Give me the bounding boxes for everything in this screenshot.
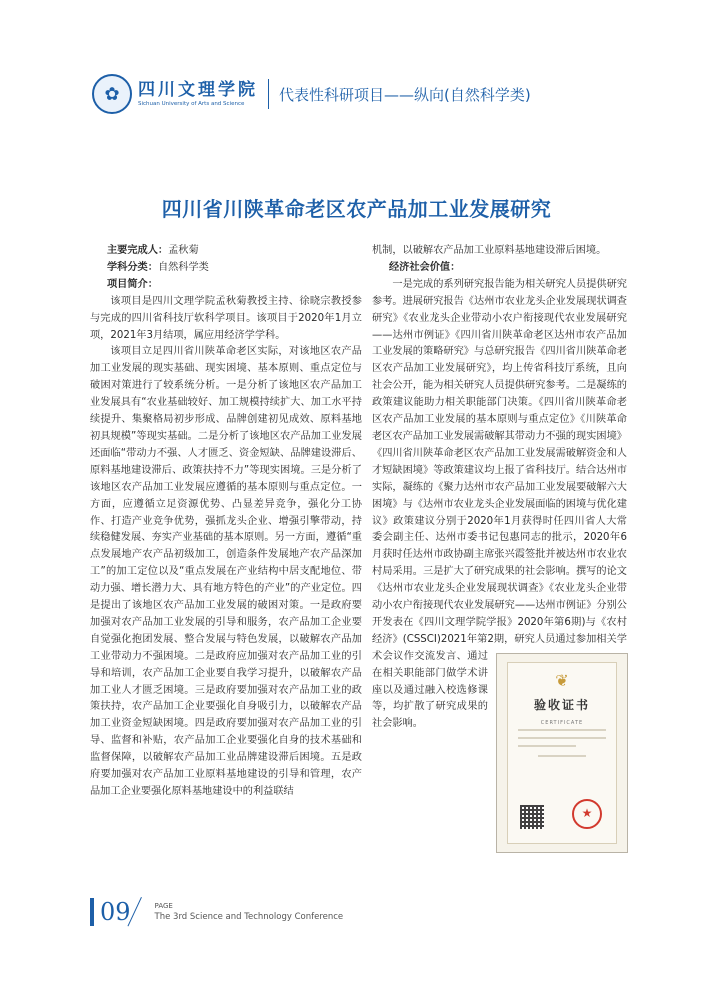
float-spacer bbox=[627, 277, 628, 653]
footer-page-label: PAGE bbox=[154, 902, 173, 910]
university-logo bbox=[138, 80, 258, 108]
footer-accent-bar bbox=[90, 898, 94, 926]
footer-text bbox=[155, 901, 344, 923]
right-column bbox=[372, 243, 628, 857]
analysis-paragraph-continued: 机制，以破解农产品加工业原料基地建设滞后困境。 bbox=[372, 245, 607, 256]
category-line bbox=[90, 260, 362, 277]
acceptance-certificate-image bbox=[496, 653, 628, 853]
leader-label: 主要完成人： bbox=[107, 245, 169, 256]
benefit-paragraph: 一是完成的系列研究报告能为相关研究人员提供研究参考。进展研究报告《达州市农业龙头企业发展现状调查研究》《农业龙头企业带动小农户衔接现代农业发展研究——达州市例证》《四川省川陕革命老区达州市农产品加工业发展的策略研究》与总研究报告《四川省川陕革命老区农产品加工业发展研究》，均上传省科技厅系统，且向社会公开，能为相关研究人员提供研究参考。二是凝练的政策建议能助力相关职能部门决策。《四川省川陕革命老区农产品加工业发展的基本原则与重点定位》《川陕革命老区农产品加工业发展需破解其带动力不强的现实困境》《四川省川陕革命老区农产品加工业发展需破解资金和人才短缺困境》等政策建议均上报了省科技厅。结合达州市实际，凝练的《聚力达州市农产品加工业发展要破解六大困境》与《达州市农业龙头企业发展面临的困境与优化建议》政策建议分别于2020年1月获得时任四川省人大常委会副主任、达州市委书记包惠同志的批示，2020年6月获时任达州市政协副主席张兴霞签批并被达州市农业农村局采用。三是扩大了研究成果的社会影响。撰写的论文《达州市农业龙头企业发展现状调查》《农业龙头企业带动小农户衔接现代农业发展研究——达州市例证》分别公开发表在《四川文理学院学报》2020年第6期)与《农村经济》(CSSCI)2021年第2期，研究人员通过参加相关学术会议作交流发言、通过在相关职能部门做学术讲座以及通过融入校选修课等，均扩散了研究成果的社会影响。 bbox=[372, 278, 627, 730]
intro-heading: 项目简介： bbox=[107, 278, 158, 290]
left-column bbox=[90, 243, 362, 801]
header-divider bbox=[268, 79, 269, 109]
certificate-text-line bbox=[538, 755, 586, 757]
certificate-subtitle: CERTIFICATE bbox=[540, 719, 584, 726]
page-title: 四川省川陕革命老区农产品加工业发展研究 bbox=[161, 197, 552, 221]
certificate-text-line bbox=[518, 737, 606, 739]
certificate-title: 验收证书 bbox=[533, 697, 590, 712]
page-header bbox=[92, 70, 632, 118]
qr-code-icon bbox=[520, 805, 544, 829]
university-seal-icon: ✿ bbox=[92, 74, 132, 114]
certificate-text-line bbox=[518, 745, 576, 747]
section-title: 代表性科研项目——纵向(自然科学类) bbox=[279, 85, 531, 104]
category-label: 学科分类： bbox=[107, 261, 158, 273]
logo-english-name: Sichuan University of Arts and Science bbox=[138, 101, 245, 107]
certificate-frame bbox=[507, 662, 617, 844]
benefit-block bbox=[372, 277, 628, 821]
footer-conference-name: The 3rd Science and Technology Conference bbox=[154, 912, 344, 922]
category-value: 自然科学类 bbox=[157, 261, 209, 273]
certificate-emblem-icon: ❦ bbox=[555, 670, 569, 690]
analysis-paragraph: 该项目立足四川省川陕革命老区实际，对该地区农产品加工业发展的现实基础、现实困境、基本原则、重点定位与破困对策进行了较系统分析。一是分析了该地区农产品加工业发展具有“农业基础较好、加工规模持续扩大、加工水平持续提升、集聚格局初步形成、品牌创建初见成效、原料基地初具规模”等现实基础。二是分析了该地区农产品加工业发展还面临“带动力不强、人才匮乏、资金短缺、品牌建设滞后、原料基地建设滞后、政策扶持不力”等现实困境。三是分析了该地区农产品加工业发展应遵循的基本原则与重点定位。一方面，应遵循立足资源优势、凸显差异竞争，强化分工协作、打造产业竞争优势，强抓龙头企业、增强引擎带动，持续稳健发展、夯实产业基础的基本原则。另一方面，遵循“重点发展地产农产品初级加工，创造条件发展地产农产品深加工”的加工定位以及“重点发展在产业结构中居支配地位、带动力强、增长潜力大、具有地方特色的产业”的产业定位。四是提出了该地区农产品加工业发展的破困对策。一是政府要加强对农产品加工业发展的引导和服务，农产品加工企业要自觉强化抱团发展、整合发展与特色发展，以破解农产品加工业带动力不强困境。二是政府应加强对农产品加工业的引导和培训，农产品加工企业要自我学习提升，以破解农产品加工业人才匮乏困境。三是政府要加强对农产品加工业的政策扶持，农产品加工企业要强化自身吸引力，以破解农产品加工业资金短缺困境。四是政府要加强对农产品加工业的引导、监督和补贴，农产品加工企业要强化自身的技术基础和监督保障，以破解农产品加工业品牌建设滞后困境。五是政府要加强对农产品加工业原料基地建设的引导和管理，农产品加工企业要强化原料基地建设中的利益联结 bbox=[90, 346, 362, 797]
page-number: 09 bbox=[100, 898, 131, 926]
page-footer bbox=[90, 892, 343, 932]
footer-slash-divider bbox=[135, 897, 149, 927]
leader-line bbox=[90, 243, 362, 260]
certificate-text-line bbox=[518, 729, 606, 731]
leader-value: 孟秋菊 bbox=[168, 245, 199, 256]
benefit-heading: 经济社会价值： bbox=[389, 261, 461, 273]
logo-chinese-name: 四川文理学院 bbox=[138, 80, 258, 100]
intro-paragraph: 该项目是四川文理学院孟秋菊教授主持、徐晓宗教授参与完成的四川省科技厅软科学项目。该项目于2020年1月立项，2021年3月结项，属应用经济学学科。 bbox=[90, 295, 362, 341]
official-stamp-icon: ★ bbox=[572, 799, 602, 829]
